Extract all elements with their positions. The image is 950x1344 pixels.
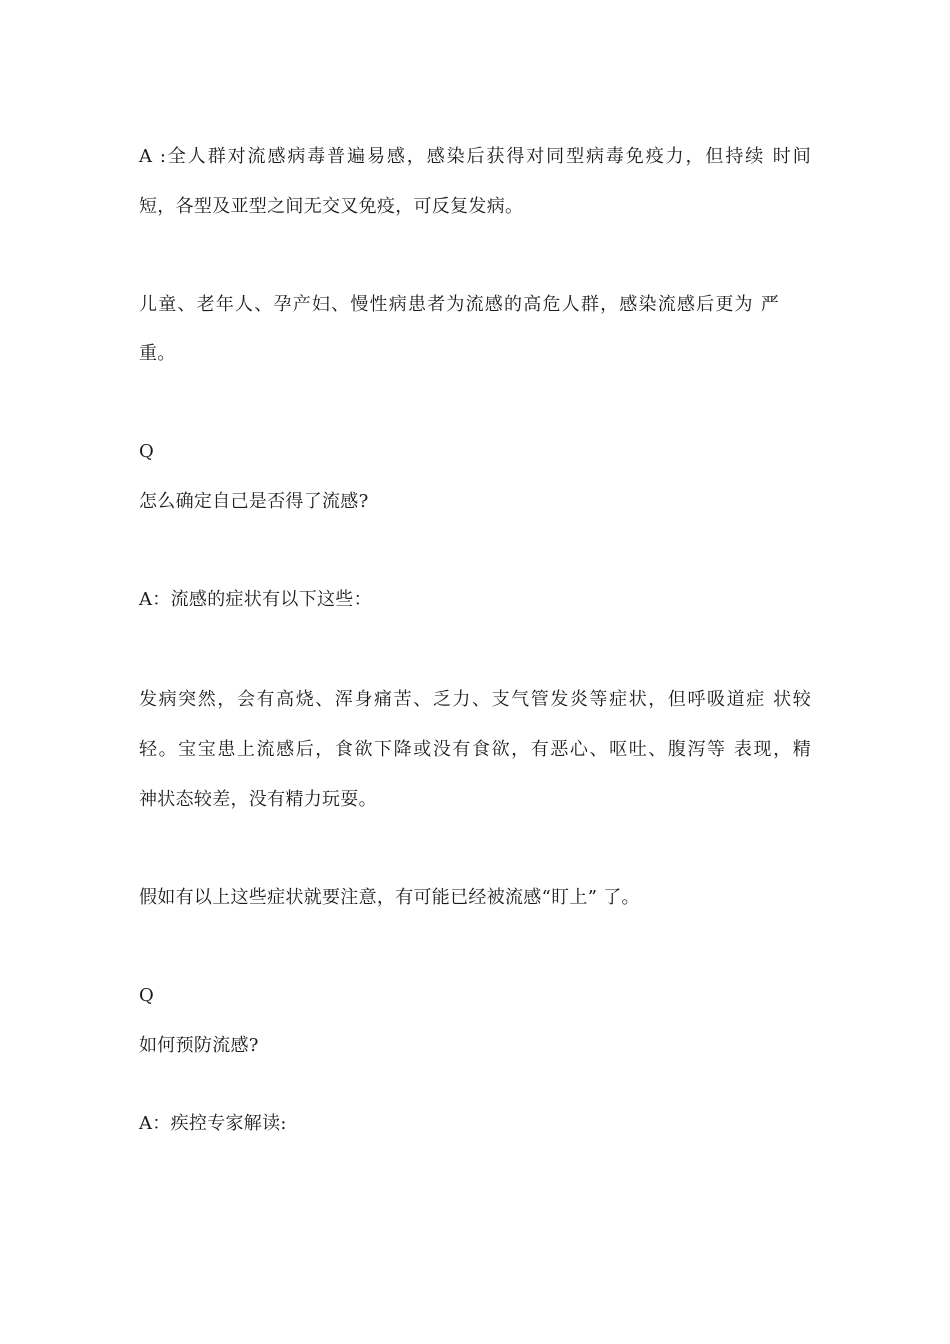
paragraph-3-line-3: 神状态较差，没有精力玩耍。 [139, 789, 377, 810]
paragraph-2-line-1: 儿童、老年人、孕产妇、慢性病患者为流感的高危人群，感染流感后更为 严 [139, 294, 779, 315]
paragraph-1-line-1: A :全人群对流感病毒普遍易感，感染后获得对同型病毒免疫力，但持续 时间 [139, 146, 811, 167]
question-1-text: 怎么确定自己是否得了流感? [139, 491, 369, 512]
question-marker-2: Q [139, 985, 155, 1006]
paragraph-3-line-1: 发病突然，会有高烧、浑身痛苦、乏力、支气管发炎等症状，但呼吸道症 状较 [139, 689, 811, 710]
question-marker-1: Q [139, 441, 155, 462]
paragraph-1-line-2: 短，各型及亚型之间无交叉免疫，可反复发病。 [139, 196, 524, 217]
paragraph-2-line-2: 重。 [139, 343, 176, 364]
question-2-text: 如何预防流感? [139, 1035, 259, 1056]
paragraph-4-line-1: 假如有以上这些症状就要注意，有可能已经被流感“盯上” 了。 [139, 887, 640, 908]
answer-1-label: A：流感的症状有以下这些： [139, 589, 372, 610]
paragraph-3-line-2: 轻。宝宝患上流感后，食欲下降或没有食欲，有恶心、呕吐、腹泻等 表现，精 [139, 739, 811, 760]
answer-2-label: A：疾控专家解读: [139, 1113, 287, 1134]
